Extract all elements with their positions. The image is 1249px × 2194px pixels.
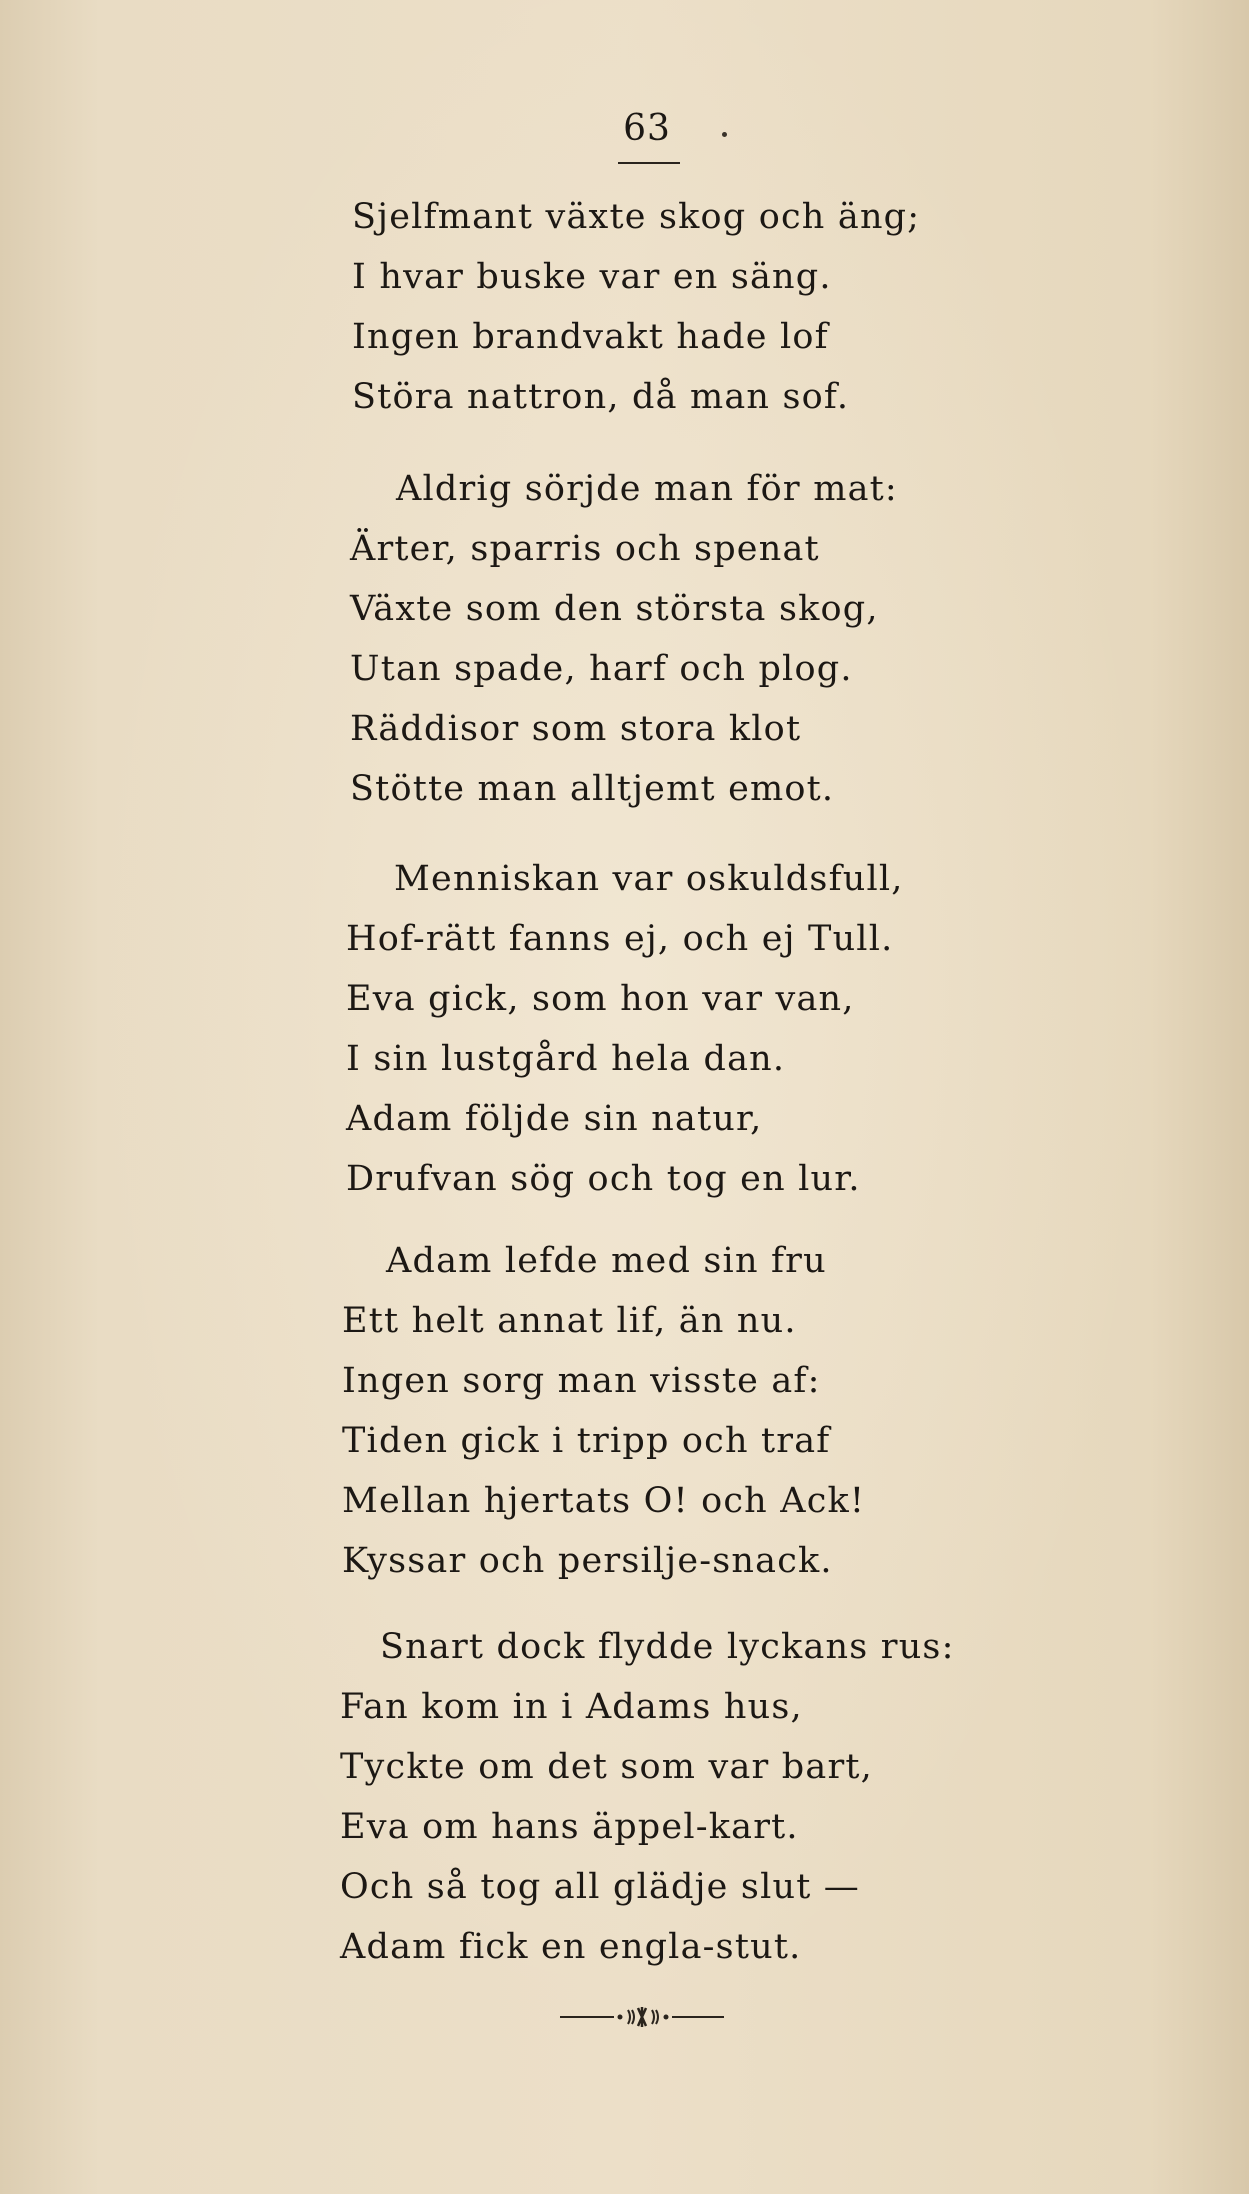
verse-line: Menniskan var oskuldsfull, <box>394 859 904 899</box>
verse-line: Tyckte om det som var bart, <box>340 1747 873 1787</box>
verse-line: Utan spade, harf och plog. <box>350 649 853 689</box>
verse-line: Eva gick, som hon var van, <box>346 979 855 1019</box>
verse-line: Sjelfmant växte skog och äng; <box>352 197 921 237</box>
verse-line: Aldrig sörjde man för mat: <box>396 469 898 509</box>
verse-line: Ingen brandvakt hade lof <box>352 317 829 357</box>
verse-line: Stötte man alltjemt emot. <box>350 769 835 809</box>
verse-line: Ingen sorg man visste af: <box>342 1361 821 1401</box>
verse-line: Fan kom in i Adams hus, <box>340 1687 803 1727</box>
verse-line: Ett helt annat lif, än nu. <box>342 1301 797 1341</box>
verse-line: Och så tog all glädje slut — <box>340 1867 861 1907</box>
verse-line: I sin lustgård hela dan. <box>346 1039 786 1079</box>
page-number-rule <box>618 162 680 164</box>
verse-line: Adam lefde med sin fru <box>386 1241 827 1281</box>
verse-line: Räddisor som stora klot <box>350 709 802 749</box>
verse-line: Snart dock flydde lyckans rus: <box>380 1627 955 1667</box>
verse-line: Växte som den största skog, <box>350 589 879 629</box>
verse-line: Tiden gick i tripp och traf <box>342 1421 831 1461</box>
verse-line: Hof-rätt fanns ej, och ej Tull. <box>346 919 894 959</box>
verse-line: Mellan hjertats O! och Ack! <box>342 1481 866 1521</box>
page-number: 63 <box>623 108 671 149</box>
verse-line: Störa nattron, då man sof. <box>352 377 850 417</box>
verse-line: I hvar buske var en säng. <box>352 257 832 297</box>
end-ornament-icon <box>558 2002 726 2032</box>
verse-line: Adam fick en engla-stut. <box>340 1927 802 1967</box>
ink-speck <box>722 132 727 137</box>
verse-line: Drufvan sög och tog en lur. <box>346 1159 861 1199</box>
verse-line: Ärter, sparris och spenat <box>350 529 820 569</box>
verse-line: Adam följde sin natur, <box>346 1099 763 1139</box>
verse-line: Eva om hans äppel-kart. <box>340 1807 799 1847</box>
verse-line: Kyssar och persilje-snack. <box>342 1541 833 1581</box>
